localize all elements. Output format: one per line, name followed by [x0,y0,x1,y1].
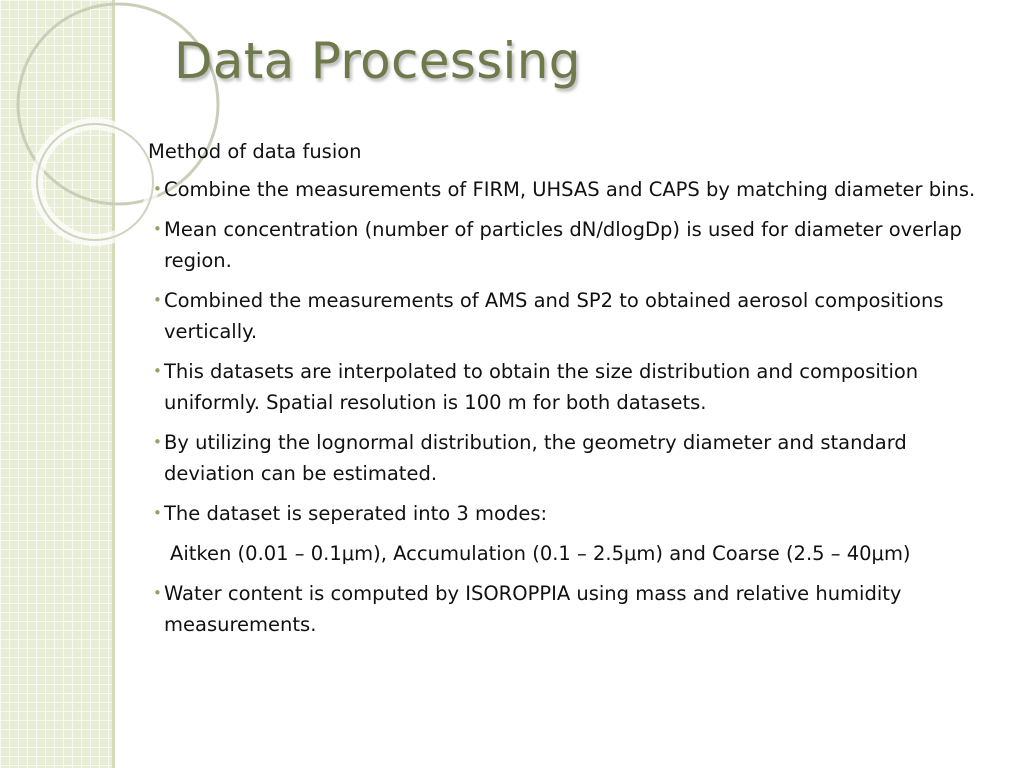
bullet-item [148,427,988,489]
content-heading: Method of data fusion [148,140,362,163]
bullet-item [148,285,988,347]
bullet-list [148,174,988,529]
bullet-item [148,578,988,640]
bullet-text: Combined the measurements of AMS and SP2 to obtained aerosol compositions vertically. [164,289,944,343]
bullet-item [148,214,988,276]
bullet-text: Water content is computed by ISOROPPIA using mass and relative humidity measurements. [164,582,902,636]
bullet-text: Mean concentration (number of particles dN/dlogDp) is used for diameter overlap region. [164,218,962,272]
modes-description: Aitken (0.01 – 0.1μm), Accumulation (0.1 – 2.5μm) and Coarse (2.5 – 40μm) [170,542,911,565]
bullet-icon: • [153,504,162,522]
bullet-icon: • [153,180,162,198]
bullet-item [148,174,988,205]
slide-title: Data Processing [174,32,581,90]
bullet-text: Combine the measurements of FIRM, UHSAS and CAPS by matching diameter bins. [164,178,976,201]
bullet-text: This datasets are interpolated to obtain the size distribution and composition uniformly. Spatial resolution is 100 m for both datasets. [164,360,919,414]
bullet-item [148,356,988,418]
bullet-icon: • [153,584,162,602]
bullet-icon: • [153,220,162,238]
bullet-item [148,498,988,529]
bullet-list-continued [148,578,988,640]
bullet-icon: • [153,362,162,380]
bullet-text: The dataset is seperated into 3 modes: [164,502,548,525]
slide-content [148,136,988,649]
bullet-icon: • [153,291,162,309]
bullet-icon: • [153,433,162,451]
bullet-text: By utilizing the lognormal distribution, the geometry diameter and standard deviation can be estimated. [164,431,907,485]
